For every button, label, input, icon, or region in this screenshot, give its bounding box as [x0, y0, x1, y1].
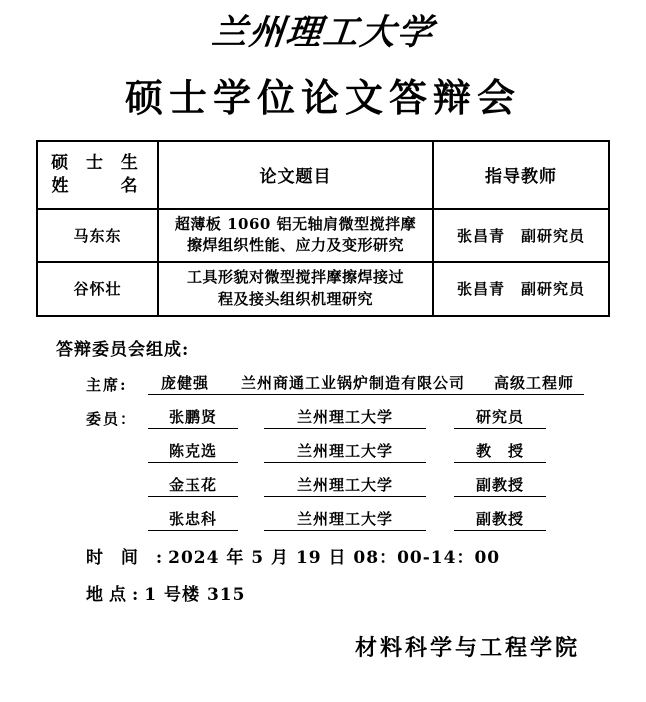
thesis-title-line1: 工具形貌对微型搅拌摩擦焊接过 — [186, 268, 404, 286]
committee-member-person: 陈克选 — [148, 440, 238, 463]
committee-members-label: 委员： — [86, 409, 138, 428]
place-value: 1 号楼 315 — [144, 584, 246, 605]
university-name-calligraphy: 兰州理工大学 — [209, 12, 437, 53]
place-label: 地点: — [86, 584, 145, 605]
committee-chair-org: 兰州商通工业锅炉制造有限公司 — [222, 372, 484, 395]
footer-school: 材料科学与工程学院 — [354, 634, 580, 661]
table-row — [37, 209, 609, 263]
committee-member-row — [86, 406, 646, 429]
committee-member-person: 张鹏贤 — [148, 406, 238, 429]
time-value: 2024 年 5 月 19 日 08：00-14：00 — [168, 547, 501, 568]
university-logo — [0, 0, 646, 53]
page-title: 硕士学位论文答辩会 — [124, 74, 521, 120]
column-header-student-line2: 姓 名 — [51, 175, 144, 196]
place-line — [86, 580, 646, 605]
thesis-title — [158, 262, 433, 316]
student-name: 谷怀壮 — [37, 262, 158, 316]
thesis-table-wrap — [0, 140, 646, 317]
time-line — [86, 543, 646, 568]
advisor-name: 张昌青 副研究员 — [433, 209, 609, 263]
committee-member-title: 教 授 — [454, 440, 546, 463]
column-header-student — [37, 141, 158, 209]
committee-member-person: 金玉花 — [148, 474, 238, 497]
column-header-advisor: 指导教师 — [433, 141, 609, 209]
table-header-row — [37, 141, 609, 209]
thesis-title-line1: 超薄板 1060 铝无轴肩微型搅拌摩 — [174, 214, 417, 233]
committee-member-org: 兰州理工大学 — [264, 508, 426, 531]
committee-member-org: 兰州理工大学 — [264, 474, 426, 497]
committee-chair-person: 庞健强 — [148, 372, 222, 395]
committee-member-row — [86, 474, 646, 497]
committee-chair-label: 主席: — [86, 375, 128, 394]
committee-member-row — [86, 508, 646, 531]
committee-member-title: 研究员 — [454, 406, 546, 429]
committee-member-org: 兰州理工大学 — [264, 406, 426, 429]
committee-member-org: 兰州理工大学 — [264, 440, 426, 463]
thesis-title — [158, 209, 433, 263]
committee-member-person: 张忠科 — [148, 508, 238, 531]
committee-list — [86, 372, 646, 531]
thesis-title-line2: 程及接头组织机理研究 — [217, 289, 373, 308]
time-label: 时 间 : — [86, 547, 169, 568]
committee-member-title: 副教授 — [454, 474, 546, 497]
committee-chair-title: 高级工程师 — [484, 372, 584, 395]
student-name: 马东东 — [37, 209, 158, 263]
committee-chair-row — [86, 372, 646, 395]
committee-member-title: 副教授 — [454, 508, 546, 531]
column-header-student-line1: 硕 士 生 — [51, 152, 144, 173]
thesis-title-line2: 擦焊组织性能、应力及变形研究 — [186, 236, 404, 255]
committee-member-row — [86, 440, 646, 463]
table-row — [37, 262, 609, 316]
committee-heading: 答辩委员会组成: — [56, 339, 190, 360]
thesis-table — [36, 140, 610, 317]
advisor-name: 张昌青 副研究员 — [433, 262, 609, 316]
column-header-thesis-title: 论文题目 — [158, 141, 433, 209]
